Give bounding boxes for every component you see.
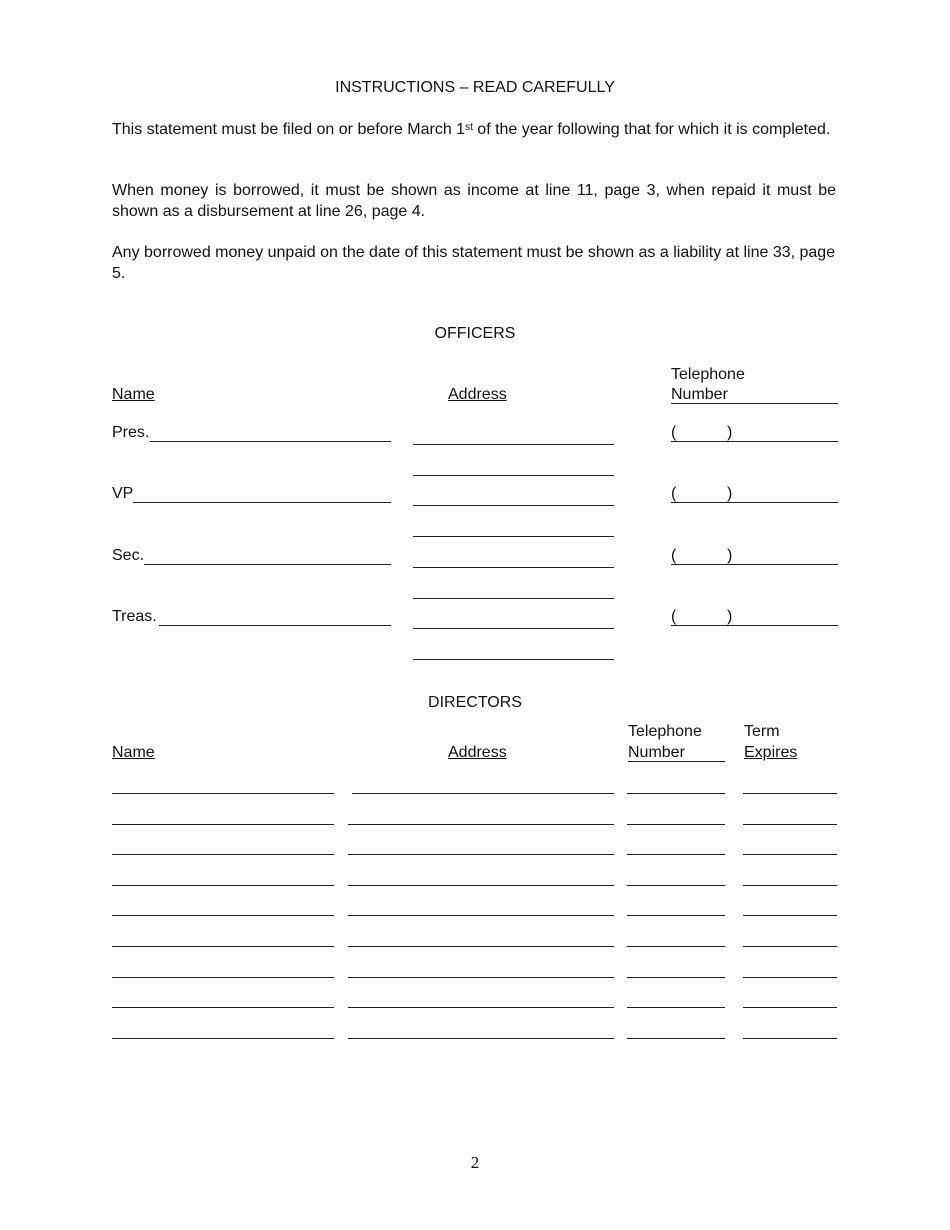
directors-phone-header-line2: Number	[628, 744, 685, 761]
director-term-expires-field[interactable]	[743, 824, 837, 825]
ordinal-superscript: st	[465, 122, 473, 133]
phone-area-code-close-paren: )	[727, 547, 733, 564]
director-name-field[interactable]	[112, 977, 334, 978]
director-term-expires-field[interactable]	[743, 885, 837, 886]
instruction-paragraph-3: Any borrowed money unpaid on the date of this statement must be shown as a liability at line 33, page 5.	[112, 244, 836, 282]
directors-phone-header-underline	[628, 761, 725, 762]
officer-phone-field[interactable]	[671, 441, 838, 442]
director-name-field[interactable]	[112, 793, 334, 794]
officer-row-label: Sec.	[112, 547, 145, 564]
director-phone-field[interactable]	[627, 793, 725, 794]
director-phone-field[interactable]	[627, 885, 725, 886]
director-phone-field[interactable]	[627, 946, 725, 947]
phone-area-code-close-paren: )	[727, 485, 733, 502]
directors-title: DIRECTORS	[428, 694, 522, 711]
director-address-field[interactable]	[348, 946, 614, 947]
director-phone-field[interactable]	[627, 1038, 725, 1039]
officer-row-label: Treas.	[112, 608, 157, 625]
director-term-expires-field[interactable]	[743, 946, 837, 947]
director-term-expires-field[interactable]	[743, 915, 837, 916]
officer-phone-field[interactable]	[671, 564, 838, 565]
director-address-field[interactable]	[348, 854, 614, 855]
director-term-expires-field[interactable]	[743, 854, 837, 855]
officer-address-line-2-field[interactable]	[413, 598, 614, 599]
instruction-paragraph-1-prefix: This statement must be filed on or before March 1	[112, 121, 466, 138]
officer-address-line-2-field[interactable]	[413, 536, 614, 537]
phone-area-code-open-paren: (	[671, 608, 677, 625]
officer-phone-field[interactable]	[671, 625, 838, 626]
director-address-field[interactable]	[348, 977, 614, 978]
officer-name-field[interactable]	[159, 625, 391, 626]
director-name-field[interactable]	[112, 1038, 334, 1039]
instruction-paragraph-1-suffix: of the year following that for which it is completed.	[472, 121, 831, 138]
phone-area-code-open-paren: (	[671, 547, 677, 564]
page-number: 2	[470, 1153, 480, 1172]
director-address-field[interactable]	[348, 915, 614, 916]
officers-name-header: Name	[112, 386, 155, 403]
officer-row-label: VP	[112, 485, 134, 502]
phone-area-code-open-paren: (	[671, 424, 677, 441]
directors-address-header: Address	[448, 744, 507, 761]
officer-address-line-1-field[interactable]	[413, 567, 614, 568]
director-address-field[interactable]	[352, 793, 614, 794]
director-name-field[interactable]	[112, 885, 334, 886]
director-name-field[interactable]	[112, 854, 334, 855]
director-term-expires-field[interactable]	[743, 1038, 837, 1039]
instruction-paragraph-2: When money is borrowed, it must be shown as income at line 11, page 3, when repaid it must be shown as a disbursement at line 26, page 4.	[112, 182, 836, 220]
director-name-field[interactable]	[112, 915, 334, 916]
director-address-field[interactable]	[348, 885, 614, 886]
phone-area-code-close-paren: )	[727, 608, 733, 625]
officers-phone-header-line2: Number	[671, 386, 728, 403]
directors-term-header-line1: Term	[744, 723, 780, 740]
director-name-field[interactable]	[112, 1007, 334, 1008]
director-address-field[interactable]	[348, 824, 614, 825]
director-phone-field[interactable]	[627, 1007, 725, 1008]
officer-row-label: Pres.	[112, 424, 150, 441]
officer-name-field[interactable]	[144, 564, 391, 565]
director-term-expires-field[interactable]	[743, 793, 837, 794]
directors-phone-header-line1: Telephone	[628, 723, 702, 740]
officers-phone-header-underline	[671, 403, 838, 404]
officer-name-field[interactable]	[150, 441, 391, 442]
phone-area-code-close-paren: )	[727, 424, 733, 441]
director-name-field[interactable]	[112, 946, 334, 947]
officer-address-line-1-field[interactable]	[413, 444, 614, 445]
director-phone-field[interactable]	[627, 854, 725, 855]
director-address-field[interactable]	[348, 1038, 614, 1039]
officer-address-line-2-field[interactable]	[413, 659, 614, 660]
directors-term-header-line2: Expires	[744, 744, 798, 761]
director-phone-field[interactable]	[627, 824, 725, 825]
phone-area-code-open-paren: (	[671, 485, 677, 502]
officers-address-header: Address	[448, 386, 507, 403]
officer-address-line-1-field[interactable]	[413, 505, 614, 506]
officers-title: OFFICERS	[434, 325, 516, 342]
director-name-field[interactable]	[112, 824, 334, 825]
officer-name-field[interactable]	[133, 502, 391, 503]
officers-phone-header-line1: Telephone	[671, 366, 745, 383]
officer-address-line-1-field[interactable]	[413, 628, 614, 629]
director-term-expires-field[interactable]	[743, 977, 837, 978]
directors-name-header: Name	[112, 744, 155, 761]
director-term-expires-field[interactable]	[743, 1007, 837, 1008]
officer-address-line-2-field[interactable]	[413, 475, 614, 476]
instructions-title: INSTRUCTIONS – READ CAREFULLY	[335, 79, 615, 96]
director-phone-field[interactable]	[627, 915, 725, 916]
director-phone-field[interactable]	[627, 977, 725, 978]
instruction-paragraph-1	[112, 119, 836, 140]
director-address-field[interactable]	[348, 1007, 614, 1008]
officer-phone-field[interactable]	[671, 502, 838, 503]
